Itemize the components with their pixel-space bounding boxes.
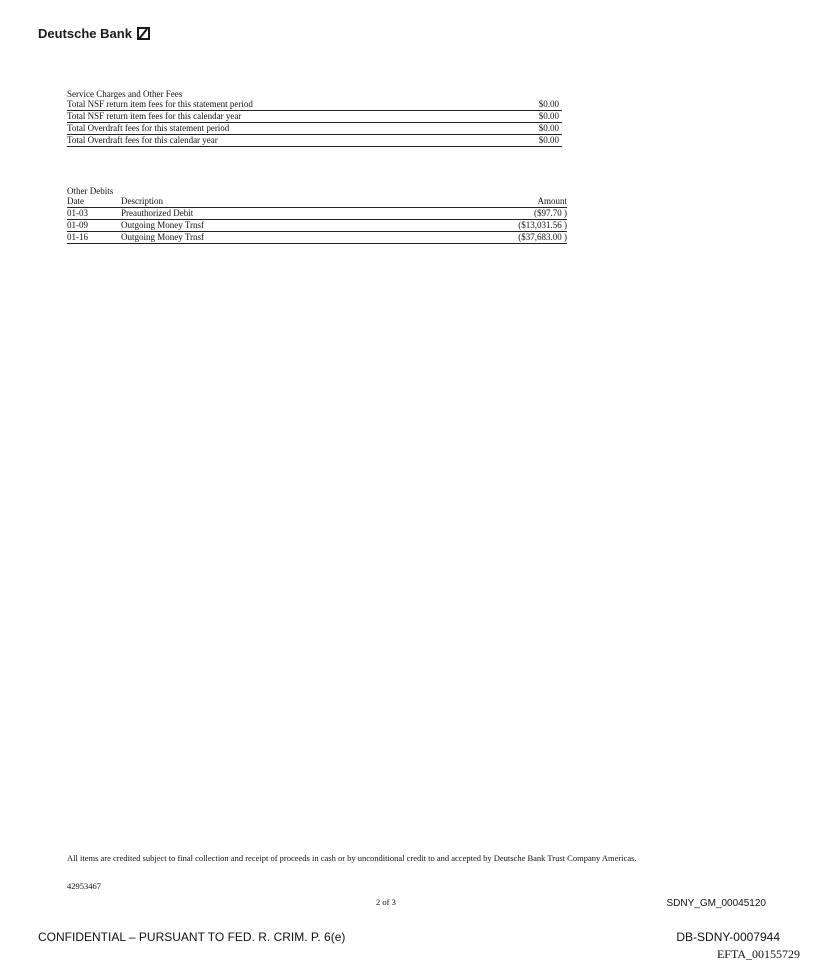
debit-date: 01-03: [67, 208, 88, 218]
bates-number: SDNY_GM_00045120: [666, 898, 766, 909]
section-title: Service Charges and Other Fees: [67, 89, 183, 99]
debit-amount: ($37,683.00 ): [518, 232, 567, 242]
confidential-notice: CONFIDENTIAL – PURSUANT TO FED. R. CRIM. P. 6(e): [38, 930, 346, 944]
fee-amount: $0.00: [538, 99, 559, 109]
other-debits-section: [67, 186, 567, 244]
efta-number: EFTA_00155729: [716, 947, 800, 961]
fee-row: [67, 99, 562, 111]
fee-label: Total NSF return item fees for this calendar year: [67, 111, 242, 121]
column-header-description: Description: [121, 196, 163, 206]
debit-date: 01-09: [67, 220, 88, 230]
fee-amount: $0.00: [538, 123, 559, 133]
debit-description: Outgoing Money Trnsf: [121, 232, 205, 242]
debit-description: Outgoing Money Trnsf: [121, 220, 205, 230]
page-number: 2 of 3: [376, 897, 396, 907]
section-title: Other Debits: [67, 186, 114, 196]
fee-label: Total Overdraft fees for this calendar year: [67, 135, 218, 145]
debit-amount: ($13,031.56 ): [518, 220, 567, 230]
fee-row: [67, 123, 562, 135]
bates-number-db: DB-SDNY-0007944: [676, 930, 780, 944]
fee-row: [67, 111, 562, 123]
column-header-amount: Amount: [537, 196, 567, 206]
debit-date: 01-16: [67, 232, 88, 242]
table-row: [67, 208, 567, 220]
table-row: [67, 232, 567, 244]
brand-name: Deutsche Bank: [38, 26, 132, 41]
service-charges-section: [67, 89, 562, 147]
credit-disclaimer: All items are credited subject to final collection and receipt of proceeds in cash or by unconditional credit to and accepted by Deutsche Bank Trust Company Americas.: [67, 853, 637, 863]
debit-amount: ($97.70 ): [534, 208, 567, 218]
fee-row: [67, 135, 562, 147]
column-header-date: Date: [67, 196, 84, 206]
table-row: [67, 220, 567, 232]
deutsche-bank-slash-icon: [137, 27, 150, 40]
bank-logo: [38, 26, 150, 41]
fee-label: Total NSF return item fees for this statement period: [67, 99, 253, 109]
fee-amount: $0.00: [538, 111, 559, 121]
fee-amount: $0.00: [538, 135, 559, 145]
account-number: 42953467: [67, 881, 101, 891]
debit-description: Preauthorized Debit: [121, 208, 194, 218]
fee-label: Total Overdraft fees for this statement period: [67, 123, 230, 133]
table-header: [67, 196, 567, 208]
